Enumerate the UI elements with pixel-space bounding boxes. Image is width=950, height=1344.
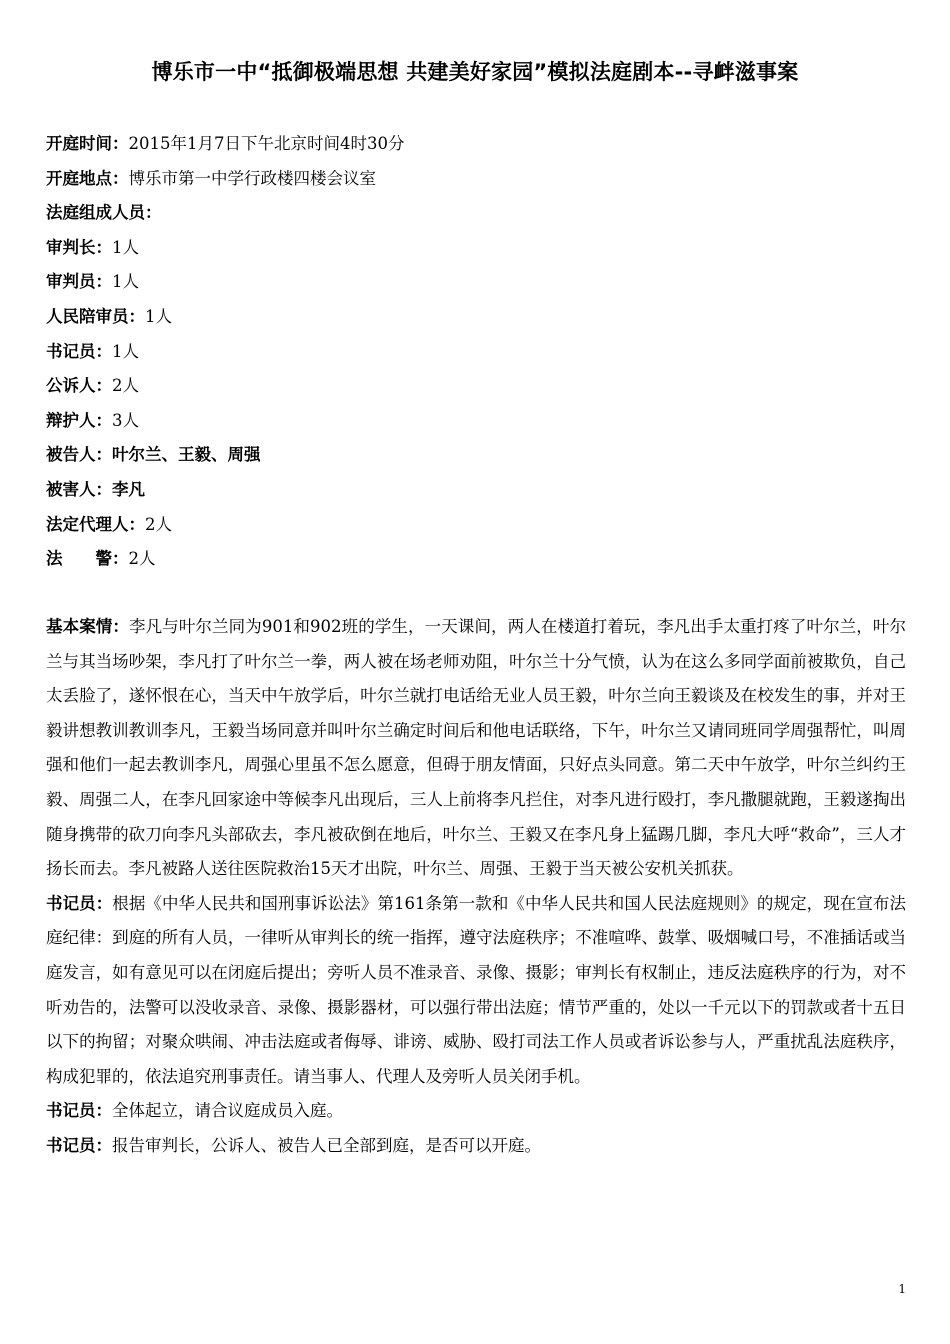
court-info-list <box>46 127 906 577</box>
meta-value: 2人 <box>128 549 156 569</box>
paragraph-text: 全体起立，请合议庭成员入庭。 <box>112 1101 343 1121</box>
court-rules-paragraph <box>46 887 906 1095</box>
page-number: 1 <box>898 1282 906 1296</box>
meta-value: 1人 <box>112 272 139 292</box>
meta-label: 开庭地点： <box>46 168 129 188</box>
paragraph-text: 根据《中华人民共和国刑事诉讼法》第161条第一款和《中华人民共和国人民法庭规则》的规定，现在宣布法庭纪律：到庭的所有人员，一律听从审判长的统一指挥，遵守法庭秩序；不准喧哗、鼓掌、吸烟喊口号，不准插话或当庭发言，如有意见可以在闭庭后提出；旁听人员不准录音、录像、摄影；审判长有权制止，违反法庭秩序的行为，对不听劝告的，法警可以没收录音、录像、摄影器材，可以强行带出法庭；情节严重的，处以一千元以下的罚款或者十五日以下的拘留；对聚众哄闹、冲击法庭或者侮辱、诽谤、威胁、殴打司法工作人员或者诉讼参与人，严重扰乱法庭秩序，构成犯罪的，依法追究刑事责任。请当事人、代理人及旁听人员关闭手机。 <box>46 893 906 1086</box>
clerk-line <box>46 335 906 370</box>
court-time-line <box>46 127 906 162</box>
document-title: 博乐市一中“抵御极端思想 共建美好家园”模拟法庭剧本--寻衅滋事案 <box>151 60 799 84</box>
meta-value: 叶尔兰、王毅、周强 <box>112 445 261 465</box>
meta-value: 3人 <box>112 410 139 430</box>
all-rise-paragraph <box>46 1094 906 1129</box>
presiding-judge-line <box>46 231 906 266</box>
victim-line <box>46 473 906 508</box>
document-body <box>46 610 906 1164</box>
bailiff-line <box>46 542 906 577</box>
meta-value: 1人 <box>145 306 172 326</box>
report-paragraph <box>46 1129 906 1164</box>
court-members-heading <box>46 196 906 231</box>
meta-value: 2人 <box>112 376 139 396</box>
meta-label: 法庭组成人员： <box>46 203 162 223</box>
meta-label: 被告人： <box>46 445 112 465</box>
court-location-line <box>46 162 906 197</box>
meta-value: 1人 <box>112 237 139 257</box>
meta-label: 书记员： <box>46 341 112 361</box>
meta-value: 2015年1月7日下午北京时间4时30分 <box>128 134 405 153</box>
legal-representative-line <box>46 508 906 543</box>
meta-value: 李凡 <box>112 479 145 499</box>
paragraph-label: 书记员： <box>46 893 113 913</box>
people-assessor-line <box>46 300 906 335</box>
meta-value: 博乐市第一中学行政楼四楼会议室 <box>128 168 376 188</box>
paragraph-text: 李凡与叶尔兰同为901和902班的学生，一天课间，两人在楼道打着玩，李凡出手太重打疼了叶尔兰，叶尔兰与其当场吵架，李凡打了叶尔兰一拳，两人被在场老师劝阻，叶尔兰十分气愤，认为在这么多同学面前被欺负，自己太丢脸了，遂怀恨在心，当天中午放学后，叶尔兰就打电话给无业人员王毅，叶尔兰向王毅谈及在校发生的事，并对王毅讲想教训教训李凡，王毅当场同意并叫叶尔兰确定时间后和他电话联络，下午，叶尔兰又请同班同学周强帮忙，叫周强和他们一起去教训李凡，周强心里虽不怎么愿意，但碍于朋友情面，只好点头同意。第二天中午放学，叶尔兰纠约王毅、周强二人，在李凡回家途中等候李凡出现后，三人上前将李凡拦住，对李凡进行殴打，李凡撒腿就跑，王毅遂掏出随身携带的砍刀向李凡头部砍去，李凡被砍倒在地后，叶尔兰、王毅又在李凡身上猛踢几脚，李凡大呼“救命”，三人才扬长而去。李凡被路人送往医院救治15天才出院，叶尔兰、周强、王毅于当天被公安机关抓获。 <box>46 617 906 879</box>
meta-label: 审判长： <box>46 237 112 257</box>
meta-value: 1人 <box>112 341 139 361</box>
paragraph-label: 书记员： <box>46 1101 112 1121</box>
meta-label: 被害人： <box>46 479 112 499</box>
prosecutor-line <box>46 369 906 404</box>
meta-label: 审判员： <box>46 272 112 292</box>
judge-line <box>46 265 906 300</box>
meta-label: 法定代理人： <box>46 514 145 534</box>
meta-label: 人民陪审员： <box>46 306 145 326</box>
meta-label: 开庭时间： <box>46 134 129 153</box>
paragraph-label: 基本案情： <box>46 617 130 636</box>
meta-value: 2人 <box>145 514 172 534</box>
case-summary-paragraph <box>46 610 906 887</box>
defender-line <box>46 404 906 439</box>
meta-label: 辩护人： <box>46 410 112 430</box>
meta-label: 公诉人： <box>46 376 112 396</box>
paragraph-text: 报告审判长，公诉人、被告人已全部到庭，是否可以开庭。 <box>112 1135 541 1155</box>
paragraph-label: 书记员： <box>46 1135 112 1155</box>
meta-label: 法 警： <box>46 549 129 569</box>
defendants-line <box>46 438 906 473</box>
